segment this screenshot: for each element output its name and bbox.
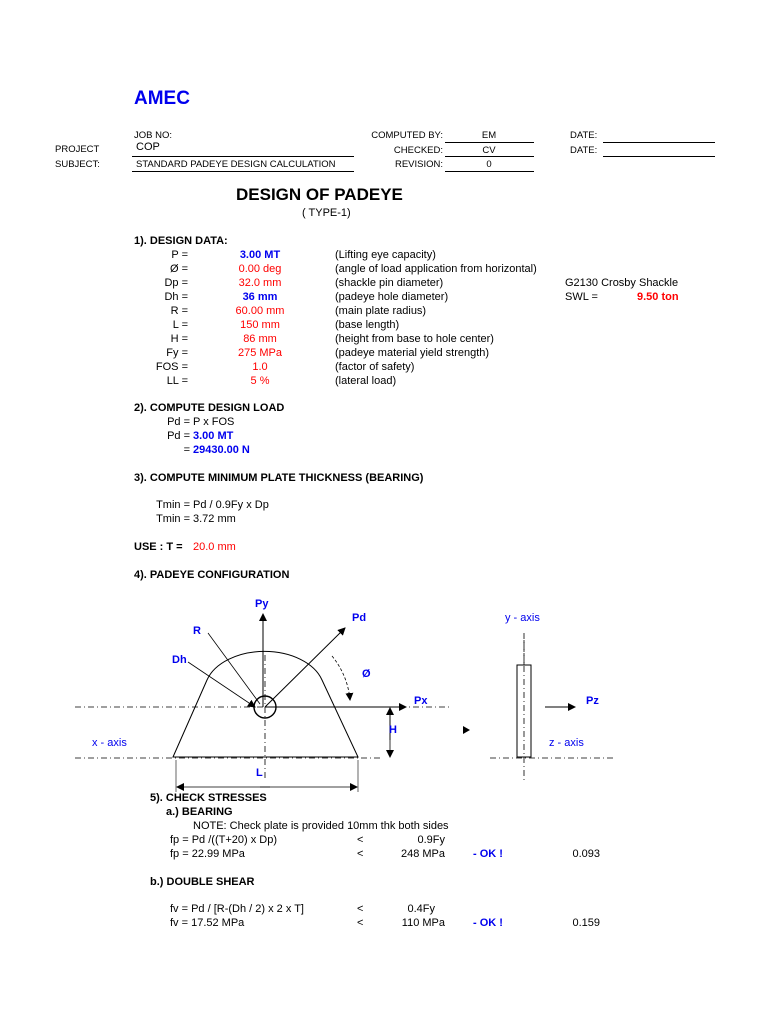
l-label: L <box>256 767 263 779</box>
design-data-heading: 1). DESIGN DATA: <box>134 235 228 247</box>
revision-label: REVISION: <box>394 159 443 170</box>
design-data-value: 275 MPa <box>237 347 283 359</box>
design-data-description: (angle of load application from horizontal) <box>335 263 537 275</box>
pd-sym-1: Pd = <box>167 416 190 428</box>
pd-label: Pd <box>352 612 367 624</box>
py-label: Py <box>255 598 269 610</box>
page-subtitle: ( TYPE-1) <box>302 207 351 219</box>
design-data-symbol: L = <box>172 319 188 331</box>
phi-label: Ø <box>362 668 371 680</box>
bearing-note: NOTE: Check plate is provided 10mm thk both sides <box>193 820 449 832</box>
design-data-symbol: Dp = <box>164 277 188 289</box>
design-data-value: 0.00 deg <box>238 263 282 275</box>
design-data-value: 60.00 mm <box>235 305 285 317</box>
job-no-label: JOB NO: <box>134 130 173 141</box>
design-data-value: 1.0 <box>252 361 268 373</box>
design-data-value: 36 mm <box>242 291 278 303</box>
use-thickness-label: USE : T = <box>134 541 183 553</box>
shear-ratio: 0.159 <box>572 917 600 929</box>
thickness-heading: 3). COMPUTE MINIMUM PLATE THICKNESS (BEARING) <box>134 472 424 484</box>
computed-by-label: COMPUTED BY: <box>371 130 443 141</box>
checked-label: CHECKED: <box>393 145 443 156</box>
pd-value-mt: 3.00 MT <box>193 430 234 442</box>
company-logo: AMEC <box>134 88 190 109</box>
design-data-description: (Lifting eye capacity) <box>335 249 436 261</box>
shear-ok: - OK ! <box>473 917 503 929</box>
shear-limit-formula: 0.4Fy <box>407 903 435 915</box>
pz-label: Pz <box>586 695 599 707</box>
configuration-heading: 4). PADEYE CONFIGURATION <box>134 569 290 581</box>
bearing-op-1: < <box>357 834 364 846</box>
project-label: PROJECT <box>55 144 100 155</box>
px-label: Px <box>414 695 428 707</box>
use-thickness-value: 20.0 mm <box>193 541 236 553</box>
bearing-heading: a.) BEARING <box>166 806 233 818</box>
dh-label: Dh <box>172 654 187 666</box>
design-data-symbol: P = <box>171 249 188 261</box>
checked-value: CV <box>482 145 496 156</box>
design-data-value: 5 % <box>250 375 270 387</box>
bearing-limit: 248 MPa <box>400 848 445 860</box>
bearing-stress: fp = 22.99 MPa <box>170 848 245 860</box>
computed-by-value: EM <box>481 130 497 141</box>
subject-value: STANDARD PADEYE DESIGN CALCULATION <box>136 159 336 170</box>
page-title: DESIGN OF PADEYE <box>236 185 403 204</box>
pd-sym-2: Pd = <box>167 430 190 442</box>
shear-limit: 110 MPa <box>401 917 445 929</box>
design-data-description: (height from base to hole center) <box>335 333 494 345</box>
swl-value: 9.50 ton <box>637 291 679 303</box>
design-data-symbol: Ø = <box>169 263 188 275</box>
tmin-sym-2: Tmin = <box>156 513 190 525</box>
pd-arrow <box>265 628 345 707</box>
padeye-outline <box>173 651 358 757</box>
subject-label: SUBJECT: <box>55 159 100 170</box>
pd-value-n: 29430.00 N <box>193 444 250 456</box>
project-value: COP <box>136 141 160 153</box>
design-data-symbol: Fy = <box>166 347 188 359</box>
design-data-description: (base length) <box>335 319 400 331</box>
shear-heading: b.) DOUBLE SHEAR <box>150 876 255 888</box>
shear-formula: fv = Pd / [R-(Dh / 2) x 2 x T] <box>170 903 304 915</box>
design-data-symbol: FOS = <box>155 361 188 373</box>
bearing-op-2: < <box>357 848 364 860</box>
tmin-sym-1: Tmin = <box>156 499 190 511</box>
x-axis-label: x - axis <box>92 737 127 749</box>
view-arrow-marker <box>463 726 470 734</box>
h-label: H <box>389 724 397 736</box>
date-label-1: DATE: <box>570 130 598 141</box>
design-data-value: 150 mm <box>240 319 280 331</box>
design-data-description: (padeye hole diameter) <box>335 291 449 303</box>
design-data-symbol: R = <box>170 305 188 317</box>
date-label-2: DATE: <box>570 145 598 156</box>
bearing-limit-formula: 0.9Fy <box>417 834 445 846</box>
design-data-description: (shackle pin diameter) <box>335 277 444 289</box>
design-data-value: 3.00 MT <box>239 249 281 261</box>
design-load-heading: 2). COMPUTE DESIGN LOAD <box>134 402 285 414</box>
r-label: R <box>193 625 201 637</box>
pd-sym-3: = <box>183 444 190 456</box>
design-data-description: (padeye material yield strength) <box>335 347 490 359</box>
bearing-ok: - OK ! <box>473 848 503 860</box>
design-data-value: 86 mm <box>243 333 277 345</box>
bearing-formula: fp = Pd /((T+20) x Dp) <box>170 834 277 846</box>
shackle-name: G2130 Crosby Shackle <box>565 277 679 289</box>
tmin-formula: Pd / 0.9Fy x Dp <box>193 499 269 511</box>
z-axis-label: z - axis <box>549 737 584 749</box>
design-data-description: (factor of safety) <box>335 361 415 373</box>
design-data-symbol: LL = <box>166 375 188 387</box>
revision-value: 0 <box>486 159 492 170</box>
design-data-description: (main plate radius) <box>335 305 427 317</box>
angle-arc <box>332 656 350 700</box>
stresses-heading: 5). CHECK STRESSES <box>150 792 267 804</box>
pd-formula: P x FOS <box>193 416 235 428</box>
bearing-ratio: 0.093 <box>572 848 600 860</box>
design-data-description: (lateral load) <box>335 375 397 387</box>
swl-label: SWL = <box>565 291 598 303</box>
design-data-symbol: Dh = <box>164 291 188 303</box>
design-data-value: 32.0 mm <box>238 277 282 289</box>
shear-stress: fv = 17.52 MPa <box>170 917 245 929</box>
shear-op-2: < <box>357 917 364 929</box>
y-axis-label: y - axis <box>505 612 540 624</box>
shear-op-1: < <box>357 903 364 915</box>
tmin-value: 3.72 mm <box>193 513 236 525</box>
design-data-symbol: H = <box>170 333 188 345</box>
